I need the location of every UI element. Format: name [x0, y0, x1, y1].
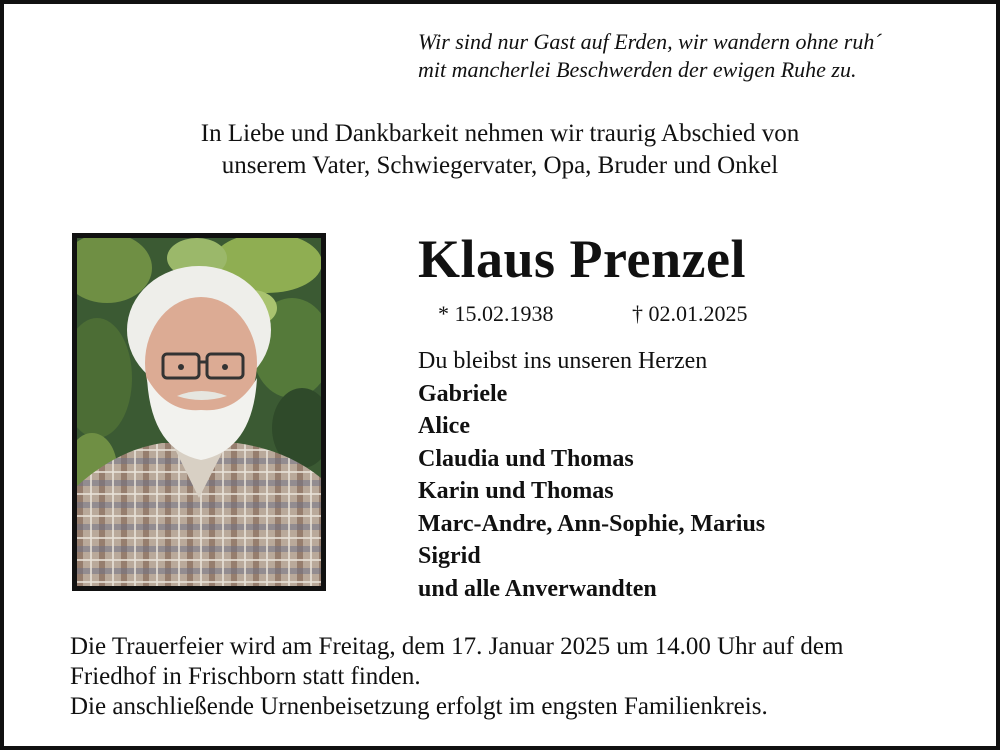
poem-line-1: Wir sind nur Gast auf Erden, wir wandern ohne ruh´ [418, 29, 882, 54]
funeral-line-2: Friedhof in Frischborn statt finden. [70, 663, 421, 690]
funeral-line-3: Die anschließende Urnenbeisetzung erfolgt im engsten Familienkreis. [70, 693, 768, 720]
portrait-photo [72, 233, 326, 591]
mourner-name: und alle Anverwandten [418, 575, 657, 602]
death-date: † 02.01.2025 [632, 301, 748, 326]
mourner-name: Karin und Thomas [418, 478, 614, 504]
intro-line-1: In Liebe und Dankbarkeit nehmen wir traurig Abschied von [200, 120, 800, 147]
mourner-name: Claudia und Thomas [418, 445, 634, 472]
mourners-lead-line: Du bleibst ins unseren Herzen [418, 348, 708, 374]
poem-line-2: mit mancherlei Beschwerden der ewigen Ruhe zu. [418, 57, 857, 82]
mourner-name: Marc-Andre, Ann-Sophie, Marius [418, 510, 766, 537]
birth-date: * 15.02.1938 [438, 301, 554, 326]
deceased-name: Klaus Prenzel [418, 229, 746, 289]
intro-text [0, 118, 1000, 182]
funeral-info [70, 632, 970, 722]
mourner-name: Sigrid [418, 543, 481, 569]
funeral-line-1: Die Trauerfeier wird am Freitag, dem 17. Januar 2025 um 14.00 Uhr auf dem [70, 633, 844, 660]
portrait-image [77, 238, 321, 586]
intro-line-2: unserem Vater, Schwiegervater, Opa, Bruder und Onkel [221, 152, 779, 179]
mourner-name: Gabriele [418, 380, 508, 407]
poem [418, 28, 978, 84]
mourner-name: Alice [418, 413, 470, 439]
mourners-list [418, 345, 765, 605]
